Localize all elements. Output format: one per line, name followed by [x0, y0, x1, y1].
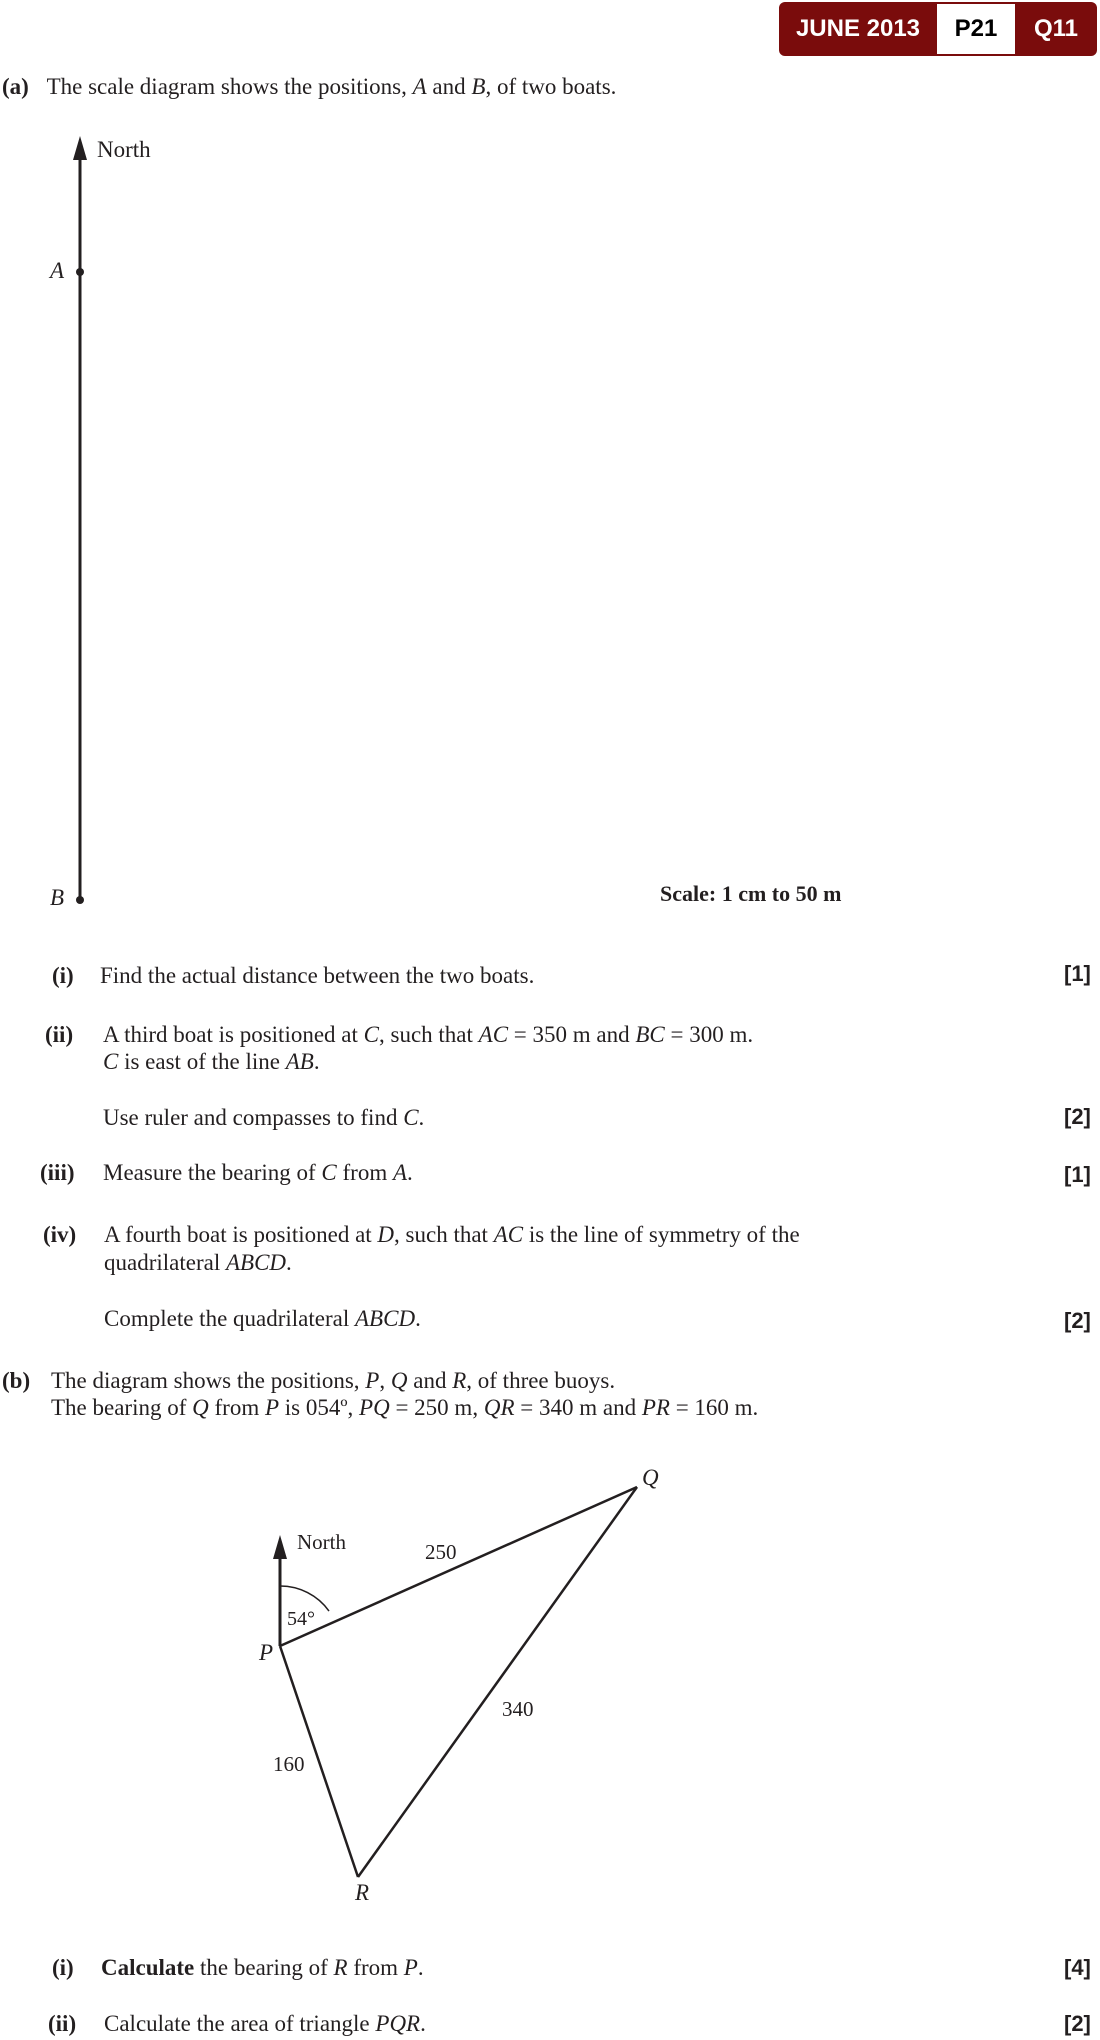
part-a-iii-marks: [1] — [1064, 1162, 1091, 1187]
part-a-iv-line2: quadrilateral ABCD. — [104, 1250, 292, 1275]
part-b-label: (b) — [2, 1368, 31, 1393]
point-b-dot — [76, 896, 84, 904]
part-a-i-label: (i) — [52, 963, 74, 988]
point-r-label: R — [355, 1880, 370, 1905]
part-a-iii-label: (iii) — [40, 1160, 75, 1185]
angle-label: 54° — [287, 1608, 315, 1630]
scale-label: Scale: 1 cm to 50 m — [660, 881, 842, 906]
part-a-ii-label: (ii) — [45, 1022, 74, 1047]
part-a-iv-line3: Complete the quadrilateral ABCD. — [104, 1306, 421, 1331]
part-b-intro-line2: The bearing of Q from P is 054º, PQ = 250 m, QR = 340 m and PR = 160 m. — [51, 1395, 759, 1420]
part-a-ii-line2: C is east of the line AB. — [103, 1049, 320, 1074]
part-a-intro: (a) The scale diagram shows the positions, A and B, of two boats. — [2, 74, 617, 99]
part-a-iv-label: (iv) — [43, 1222, 77, 1247]
triangle-diagram-b — [0, 1440, 1100, 1920]
part-a-iv-line1: A fourth boat is positioned at D, such that AC is the line of symmetry of the — [104, 1222, 800, 1247]
side-qr — [358, 1487, 637, 1877]
north-label-b: North — [297, 1530, 346, 1554]
point-q-label: Q — [642, 1465, 659, 1490]
north-label-a: North — [97, 137, 151, 162]
part-b-ii-text: Calculate the area of triangle PQR. — [104, 2011, 426, 2036]
part-a-i-marks: [1] — [1064, 961, 1091, 986]
exam-session: JUNE 2013 — [795, 15, 921, 42]
part-b-i-marks: [4] — [1064, 1955, 1091, 1980]
part-a-ii-line3: Use ruler and compasses to find C. — [103, 1105, 425, 1130]
question-number: Q11 — [1033, 15, 1079, 42]
part-a-iv-marks: [2] — [1064, 1308, 1091, 1333]
part-a-ii-marks: [2] — [1064, 1104, 1091, 1129]
point-a-dot — [76, 268, 84, 276]
north-arrow-icon — [73, 136, 87, 160]
point-p-label: P — [259, 1640, 274, 1665]
length-pr-label: 160 — [273, 1752, 305, 1776]
point-a-label: A — [50, 258, 65, 283]
point-b-label: B — [50, 885, 65, 910]
part-b-ii-label: (ii) — [48, 2011, 77, 2036]
part-a-label: (a) — [2, 74, 29, 99]
north-arrow-b-icon — [273, 1535, 287, 1559]
length-qr-label: 340 — [502, 1697, 534, 1721]
part-a-iii-text: Measure the bearing of C from A. — [103, 1160, 413, 1185]
part-b-intro-line1: The diagram shows the positions, P, Q and R, of three buoys. — [51, 1368, 616, 1393]
part-b-ii-marks: [2] — [1064, 2011, 1091, 2036]
part-b-i-label: (i) — [52, 1955, 74, 1980]
paper-number: P21 — [937, 4, 1015, 54]
part-a-i-text: Find the actual distance between the two boats. — [100, 963, 535, 988]
length-pq-label: 250 — [425, 1540, 457, 1564]
part-b-i-text: Calculate the bearing of R from P. — [101, 1955, 424, 1980]
part-a-ii-line1: A third boat is positioned at C, such that AC = 350 m and BC = 300 m. — [103, 1022, 754, 1047]
side-pq — [280, 1487, 637, 1646]
scale-diagram-a — [0, 0, 1100, 920]
